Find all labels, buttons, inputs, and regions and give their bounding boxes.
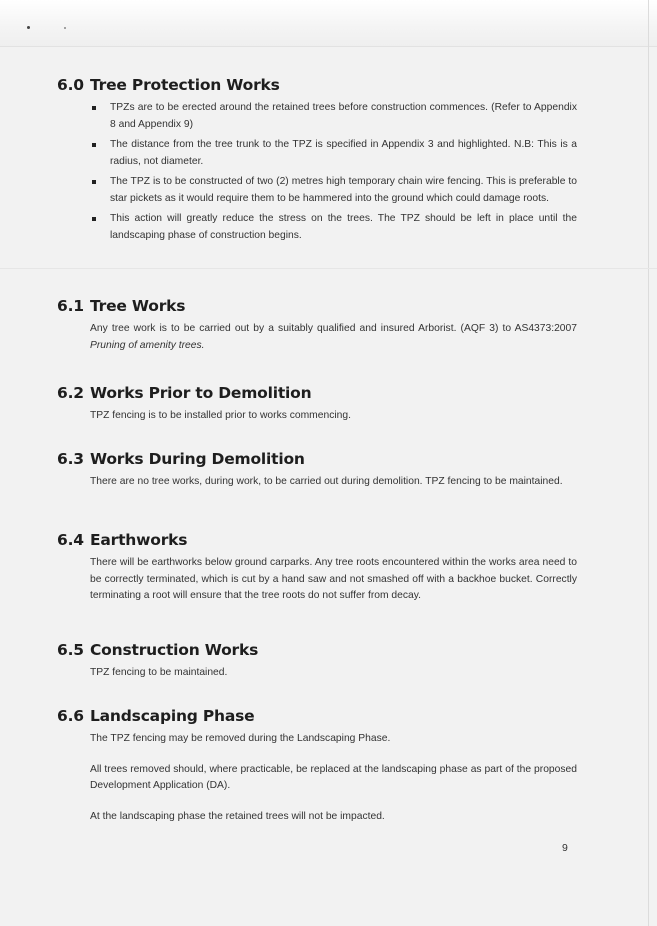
section-body [90,731,577,825]
section-heading [57,707,577,725]
section-earthworks [57,531,577,619]
section-title: Works During Demolition [90,450,305,468]
page-number: 9 [562,842,568,854]
section-heading [57,297,577,315]
section-construction-works [57,641,577,696]
section-body: There are no tree works, during work, to be carried out during demolition. TPZ fencing to be maintained. [90,476,563,487]
section-heading [57,450,577,468]
section-number: 6.2 [57,384,84,402]
section-tree-works [57,297,577,368]
bullet-square-icon [92,217,96,221]
section-title: Tree Protection Works [90,76,280,94]
section-landscaping-phase [57,707,577,839]
scan-edge-line [648,0,649,926]
bullet-square-icon [92,106,96,110]
list-item: The TPZ is to be constructed of two (2) metres high temporary chain wire fencing. This is preferable to star pickets as it would require them to be hammered into the ground which could damage roots. [90,174,577,207]
section-title: Construction Works [90,641,259,659]
section-number: 6.6 [57,707,84,725]
section-heading [57,384,577,402]
section-title: Tree Works [90,297,186,315]
bullet-square-icon [92,143,96,147]
list-item: The distance from the tree trunk to the TPZ is specified in Appendix 3 and highlighted. N.B: This is a radius, not diameter. [90,137,577,170]
section-works-during-demolition [57,450,577,505]
section-title: Works Prior to Demolition [90,384,312,402]
paragraph: All trees removed should, where practicable, be replaced at the landscaping phase as part of the proposed Development Application (DA). [90,763,577,791]
standard-title: Pruning of amenity trees. [90,339,205,351]
section-number: 6.5 [57,641,84,659]
scan-header-band [0,0,657,47]
section-heading [57,531,577,549]
section-title: Landscaping Phase [90,707,255,725]
section-number: 6.1 [57,297,84,315]
section-heading [57,76,577,94]
scan-speck [27,26,30,29]
section-body: TPZ fencing to be maintained. [90,667,228,678]
list-item: TPZs are to be erected around the retained trees before construction commences. (Refer to Appendix 8 and Appendix 9) [90,100,577,133]
section-works-prior-to-demolition [57,384,577,439]
bullet-square-icon [92,180,96,184]
paragraph: At the landscaping phase the retained trees will not be impacted. [90,810,385,822]
scan-artifact-line [0,268,657,269]
section-number: 6.4 [57,531,84,549]
section-body: Any tree work is to be carried out by a suitably qualified and insured Arborist. (AQF 3) to AS4373:2007 Pruning of amenity trees. [90,323,577,351]
section-number: 6.3 [57,450,84,468]
list-item: This action will greatly reduce the stress on the trees. The TPZ should be left in place until the landscaping phase of construction begins. [90,211,577,244]
section-body: TPZ fencing is to be installed prior to works commencing. [90,410,351,421]
scan-speck [64,27,66,29]
section-heading [57,641,577,659]
section-number: 6.0 [57,76,84,94]
section-tree-protection-works [57,76,577,248]
section-title: Earthworks [90,531,188,549]
section-body: There will be earthworks below ground carparks. Any tree roots encountered within the works area need to be correctly terminated, which is cut by a hand saw and not smashed off with a backhoe bucket. Correctly terminating a root will ensure that the tree roots do not suffer from decay. [90,557,577,601]
bullet-list [90,100,577,244]
paragraph: The TPZ fencing may be removed during the Landscaping Phase. [90,733,391,744]
